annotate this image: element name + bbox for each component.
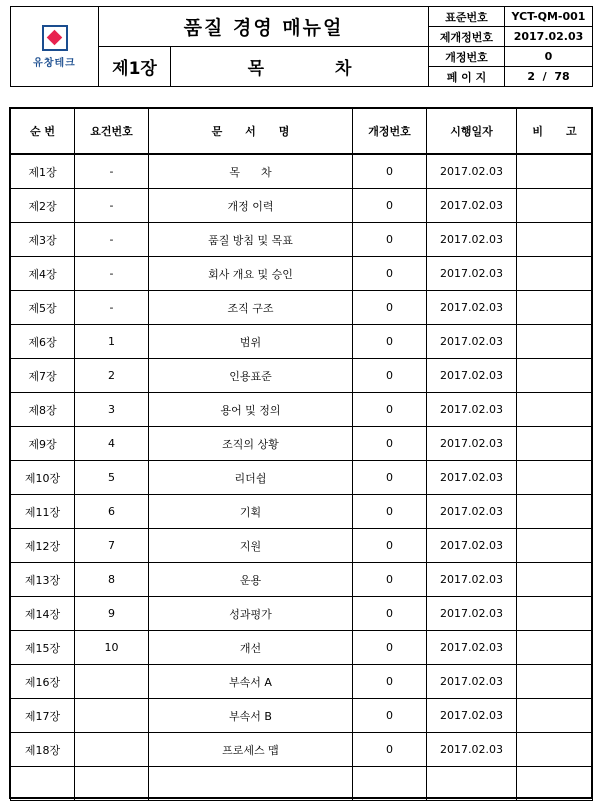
column-header: 순 번 (11, 109, 75, 155)
requirement-no-cell: 7 (75, 529, 149, 563)
chapter-no-cell: 제7장 (11, 359, 75, 393)
diamond-logo-icon (42, 25, 68, 51)
document-name-cell: 목 차 (149, 154, 353, 189)
table-header-row (11, 109, 593, 155)
table-row (11, 427, 593, 461)
chapter-no-cell: 제2장 (11, 189, 75, 223)
revision-no-cell: 0 (353, 257, 427, 291)
effective-date-cell: 2017.02.03 (427, 154, 517, 189)
remarks-cell (517, 529, 593, 563)
chapter-no-cell: 제6장 (11, 325, 75, 359)
meta-value: 2 / 78 (505, 67, 593, 87)
document-name-cell: 지원 (149, 529, 353, 563)
requirement-no-cell: - (75, 154, 149, 189)
effective-date-cell: 2017.02.03 (427, 699, 517, 733)
column-header: 개정번호 (353, 109, 427, 155)
document-name-cell: 조직 구조 (149, 291, 353, 325)
column-header: 시행일자 (427, 109, 517, 155)
table-row (11, 529, 593, 563)
table-row (11, 325, 593, 359)
remarks-cell (517, 427, 593, 461)
revision-no-cell: 0 (353, 495, 427, 529)
revision-no-cell: 0 (353, 699, 427, 733)
revision-no-cell: 0 (353, 359, 427, 393)
document-name-cell: 품질 방침 및 목표 (149, 223, 353, 257)
effective-date-cell: 2017.02.03 (427, 597, 517, 631)
remarks-cell (517, 665, 593, 699)
empty-cell (427, 767, 517, 801)
table-row (11, 699, 593, 733)
requirement-no-cell: - (75, 257, 149, 291)
revision-no-cell: 0 (353, 461, 427, 495)
chapter-no-cell: 제12장 (11, 529, 75, 563)
table-row (11, 359, 593, 393)
effective-date-cell: 2017.02.03 (427, 359, 517, 393)
meta-label: 개정번호 (429, 47, 505, 67)
remarks-cell (517, 461, 593, 495)
chapter-title: 목 차 (171, 47, 429, 87)
effective-date-cell: 2017.02.03 (427, 461, 517, 495)
effective-date-cell: 2017.02.03 (427, 529, 517, 563)
requirement-no-cell: - (75, 223, 149, 257)
requirement-no-cell: 4 (75, 427, 149, 461)
remarks-cell (517, 733, 593, 767)
requirement-no-cell: - (75, 291, 149, 325)
revision-no-cell: 0 (353, 189, 427, 223)
effective-date-cell: 2017.02.03 (427, 495, 517, 529)
document-header (10, 6, 593, 87)
revision-no-cell: 0 (353, 393, 427, 427)
table-row (11, 597, 593, 631)
effective-date-cell: 2017.02.03 (427, 427, 517, 461)
table-row (11, 665, 593, 699)
effective-date-cell: 2017.02.03 (427, 325, 517, 359)
requirement-no-cell: 5 (75, 461, 149, 495)
requirement-no-cell: 3 (75, 393, 149, 427)
empty-cell (517, 767, 593, 801)
effective-date-cell: 2017.02.03 (427, 189, 517, 223)
document-name-cell: 개정 이력 (149, 189, 353, 223)
document-name-cell: 회사 개요 및 승인 (149, 257, 353, 291)
revision-no-cell: 0 (353, 291, 427, 325)
document-name-cell: 리더쉽 (149, 461, 353, 495)
table-row (11, 461, 593, 495)
revision-no-cell: 0 (353, 665, 427, 699)
chapter-no-cell: 제18장 (11, 733, 75, 767)
empty-cell (149, 767, 353, 801)
chapter-no-cell: 제15장 (11, 631, 75, 665)
remarks-cell (517, 154, 593, 189)
requirement-no-cell: 6 (75, 495, 149, 529)
chapter-no-cell: 제5장 (11, 291, 75, 325)
empty-cell (353, 767, 427, 801)
chapter-no-cell: 제14장 (11, 597, 75, 631)
effective-date-cell: 2017.02.03 (427, 665, 517, 699)
remarks-cell (517, 631, 593, 665)
effective-date-cell: 2017.02.03 (427, 223, 517, 257)
meta-label: 표준번호 (429, 7, 505, 27)
document-name-cell: 부속서 B (149, 699, 353, 733)
document-name-cell: 운용 (149, 563, 353, 597)
meta-label: 페 이 지 (429, 67, 505, 87)
remarks-cell (517, 563, 593, 597)
revision-no-cell: 0 (353, 223, 427, 257)
table-row (11, 495, 593, 529)
document-name-cell: 부속서 A (149, 665, 353, 699)
effective-date-cell: 2017.02.03 (427, 257, 517, 291)
document-name-cell: 성과평가 (149, 597, 353, 631)
requirement-no-cell: 10 (75, 631, 149, 665)
table-row (11, 257, 593, 291)
meta-value: YCT-QM-001 (505, 7, 593, 27)
remarks-cell (517, 359, 593, 393)
table-row (11, 223, 593, 257)
chapter-no-cell: 제3장 (11, 223, 75, 257)
requirement-no-cell: 1 (75, 325, 149, 359)
effective-date-cell: 2017.02.03 (427, 563, 517, 597)
chapter-no-cell: 제4장 (11, 257, 75, 291)
table-row (11, 631, 593, 665)
remarks-cell (517, 699, 593, 733)
requirement-no-cell: 2 (75, 359, 149, 393)
document-name-cell: 조직의 상황 (149, 427, 353, 461)
document-name-cell: 인용표준 (149, 359, 353, 393)
empty-cell (11, 767, 75, 801)
table-row (11, 393, 593, 427)
table-row (11, 291, 593, 325)
requirement-no-cell (75, 733, 149, 767)
empty-row (11, 767, 593, 801)
meta-label: 제개정번호 (429, 27, 505, 47)
remarks-cell (517, 223, 593, 257)
remarks-cell (517, 495, 593, 529)
revision-no-cell: 0 (353, 733, 427, 767)
chapter-no-cell: 제9장 (11, 427, 75, 461)
remarks-cell (517, 597, 593, 631)
revision-no-cell: 0 (353, 597, 427, 631)
table-row (11, 154, 593, 189)
contents-table (10, 108, 593, 801)
effective-date-cell: 2017.02.03 (427, 393, 517, 427)
revision-no-cell: 0 (353, 529, 427, 563)
document-name-cell: 용어 및 정의 (149, 393, 353, 427)
remarks-cell (517, 291, 593, 325)
logo-text: 유창테크 (33, 57, 76, 69)
chapter-no-cell: 제10장 (11, 461, 75, 495)
chapter-no-cell: 제8장 (11, 393, 75, 427)
chapter-no-cell: 제17장 (11, 699, 75, 733)
revision-no-cell: 0 (353, 325, 427, 359)
chapter-no-cell: 제16장 (11, 665, 75, 699)
effective-date-cell: 2017.02.03 (427, 631, 517, 665)
company-logo (11, 7, 99, 87)
column-header: 비 고 (517, 109, 593, 155)
requirement-no-cell: - (75, 189, 149, 223)
column-header: 문 서 명 (149, 109, 353, 155)
chapter-no-cell: 제1장 (11, 154, 75, 189)
document-name-cell: 범위 (149, 325, 353, 359)
document-name-cell: 개선 (149, 631, 353, 665)
revision-no-cell: 0 (353, 427, 427, 461)
effective-date-cell: 2017.02.03 (427, 291, 517, 325)
requirement-no-cell (75, 665, 149, 699)
table-row (11, 563, 593, 597)
revision-no-cell: 0 (353, 563, 427, 597)
chapter-no-cell: 제11장 (11, 495, 75, 529)
remarks-cell (517, 393, 593, 427)
table-row (11, 733, 593, 767)
table-row (11, 189, 593, 223)
column-header: 요건번호 (75, 109, 149, 155)
requirement-no-cell (75, 699, 149, 733)
document-title: 품질 경영 매뉴얼 (99, 7, 429, 47)
revision-no-cell: 0 (353, 631, 427, 665)
remarks-cell (517, 325, 593, 359)
requirement-no-cell: 8 (75, 563, 149, 597)
remarks-cell (517, 257, 593, 291)
remarks-cell (517, 189, 593, 223)
empty-cell (75, 767, 149, 801)
requirement-no-cell: 9 (75, 597, 149, 631)
chapter-number: 제1장 (99, 47, 171, 87)
document-name-cell: 기획 (149, 495, 353, 529)
chapter-no-cell: 제13장 (11, 563, 75, 597)
document-name-cell: 프로세스 맵 (149, 733, 353, 767)
meta-value: 0 (505, 47, 593, 67)
meta-value: 2017.02.03 (505, 27, 593, 47)
revision-no-cell: 0 (353, 154, 427, 189)
effective-date-cell: 2017.02.03 (427, 733, 517, 767)
